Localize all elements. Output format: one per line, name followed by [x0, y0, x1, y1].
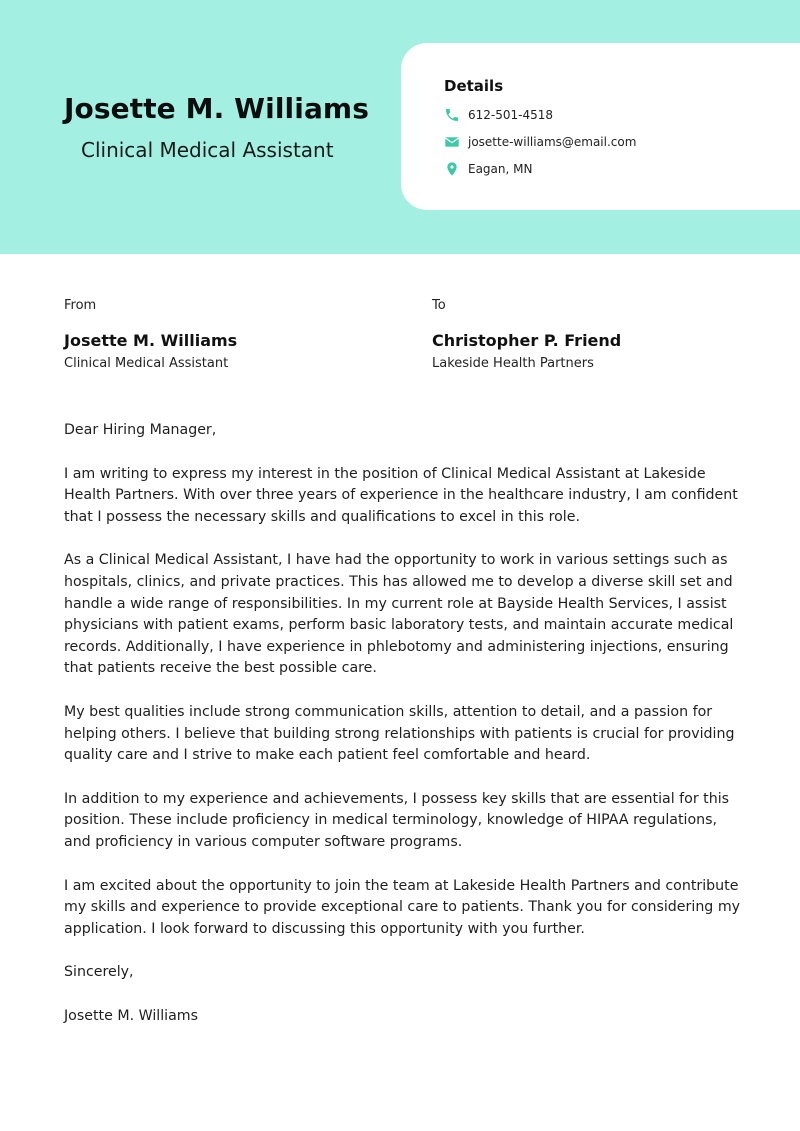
- phone-icon: [444, 107, 460, 123]
- phone-value[interactable]: 612-501-4518: [468, 108, 554, 122]
- from-label: From: [64, 298, 97, 313]
- applicant-title: Clinical Medical Assistant: [81, 138, 334, 162]
- to-company: Lakeside Health Partners: [432, 356, 594, 371]
- phone-row: [444, 107, 553, 123]
- location-row: [444, 161, 532, 177]
- details-card: [401, 43, 800, 210]
- letter-body: [64, 420, 744, 1049]
- location-value: Eagan, MN: [468, 162, 533, 176]
- email-row: [444, 134, 636, 150]
- details-heading: Details: [444, 77, 504, 95]
- salutation: Dear Hiring Manager,: [64, 422, 217, 438]
- paragraph: In addition to my experience and achievements, I possess key skills that are essential for this position. These include proficiency in medical terminology, knowledge of HIPAA regulations, and proficiency in various computer software programs.: [64, 790, 730, 850]
- paragraph: I am excited about the opportunity to join the team at Lakeside Health Partners and contribute my skills and experience to provide exceptional care to patients. Thank you for considering my application. I look forward to discussing this opportunity with you further.: [64, 877, 741, 937]
- to-name: Christopher P. Friend: [432, 331, 622, 350]
- signature: Josette M. Williams: [64, 1007, 198, 1024]
- header-banner: [0, 0, 800, 254]
- paragraph: I am writing to express my interest in the position of Clinical Medical Assistant at Lakeside Health Partners. With over three years of experience in the healthcare industry, I am confident that I possess the necessary skills and qualifications to excel in this role.: [64, 465, 738, 525]
- envelope-icon: [444, 134, 460, 150]
- closing: Sincerely,: [64, 964, 134, 981]
- paragraph: My best qualities include strong communication skills, attention to detail, and a passion for helping others. I believe that building strong relationships with patients is crucial for providing quality care and I strive to make each patient feel comfortable and heard.: [64, 703, 735, 764]
- from-name: Josette M. Williams: [64, 331, 238, 350]
- applicant-name: Josette M. Williams: [64, 92, 369, 125]
- from-title: Clinical Medical Assistant: [64, 356, 229, 371]
- email-value[interactable]: josette-williams@email.com: [468, 135, 637, 149]
- map-pin-icon: [444, 161, 460, 177]
- to-label: To: [432, 298, 446, 313]
- paragraph: As a Clinical Medical Assistant, I have had the opportunity to work in various settings such as hospitals, clinics, and private practices. This has allowed me to develop a diverse skill set and handle a wide range of responsibilities. In my current role at Bayside Health Services, I assist physicians with patient exams, perform basic laboratory tests, and maintain accurate medical records. Additionally, I have experience in phlebotomy and administering injections, ensuring that patients receive the best possible care.: [64, 552, 734, 677]
